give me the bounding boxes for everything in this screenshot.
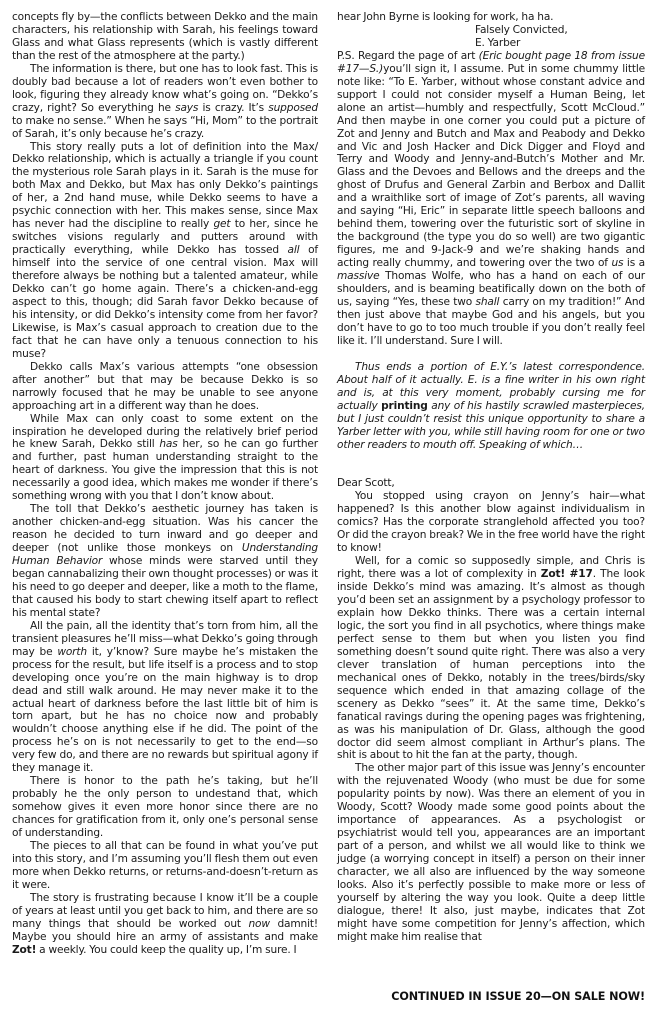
- signature-name: E. Yarber: [475, 36, 521, 49]
- editor-note: (Eric bought page 18 from issue #17—S.): [337, 49, 645, 75]
- text: Thus ends a portion of E.Y.’s latest correspondence. About half of it actually. E. is a fine writer in his own right and is, at this very moment, probably cursing me for actually: [337, 360, 645, 412]
- text: damnit! Maybe you should hire an army of assistants and make: [12, 917, 318, 943]
- text: of himself into the service of one central vision. Max will therefore always be nothing but a talented amateur, while Dekko can’t go home again. There’s a chicken-and-egg aspect to this, though; did Sarah favor Dekko because of his intensity, or did Dekko’s intensity come from her favor? Likewise, is Max’s casual approach to creation due to the fact that he can have only a tenuous connection to his muse?: [12, 244, 318, 360]
- text: her, so he can go further and further, past human understanding straight to the heart of darkness. You give the impression that this is not necessarily a good idea, which makes me wonder if there’s something wrong with you that I don’t know about.: [12, 438, 318, 503]
- paragraph: [12, 503, 318, 620]
- emphasis: shall: [475, 295, 500, 308]
- text: All the pain, all the identity that’s torn from him, all the transient pleasures he’ll miss—what Dekko’s going through may be: [12, 619, 318, 658]
- title-zot: Zot!: [12, 943, 37, 956]
- text: There is honor to the path he’s taking, but he’ll probably he the only person to undestand that, which somehow gives it even more honor since there are no chances for gratification from it, only one’s personal sense of understanding.: [12, 775, 318, 840]
- text: concepts fly by—the conflicts between Dekko and the main characters, his relationship with Sarah, his feelings toward Glass and what Glass represents (which is vastly different than the rest of the atmosphere at the party.): [12, 11, 318, 62]
- text: carry on my tradition!” And then just above that maybe God and his angels, but you don’t have to go to too much trouble if you don’t really feel like it. I’ll understand. Sure I will.: [337, 295, 645, 347]
- text: The other major part of this issue was Jenny’s encounter with the rejuvenated Woody (who must be due for some popularity points by now). Was there an element of you in Woody, Scott? Woody made some good points about the importance of appearances. As a psychologist or psychiatrist would tell you, appearances are an important part of a person, and whilst we all would like to think we judge (a worrying concept in itself) a person on their inner character, we all also are influenced by the way someone looks. Also it’s perfectly possible to make more or less of yourself by altering the way you look. Quite a deep little dialogue, there! It also, just maybe, indicates that Zot might have some competition for Jenny’s affection, which might make him realise that: [337, 762, 645, 943]
- emphasis: supposed: [268, 101, 318, 114]
- postscript: [337, 50, 645, 348]
- text: You stopped using crayon on Jenny’s hair—what happened? Is this another blow against individualism in comics? Has the corporate stranglehold affected you too? Or did the crayon break? We in the free world have the right to know!: [337, 490, 645, 555]
- text: to make no sense.” When he says “Hi, Mom” to the portrait of Sarah, it’s only because he’s crazy.: [12, 114, 318, 140]
- paragraph: [12, 63, 318, 141]
- text: The story is frustrating because I know it’ll be a couple of years at least until you get back to him, and there are so many things that should be worked out: [12, 891, 318, 930]
- text: The information is there, but one has to look fast. This is doubly bad because a lot of readers won’t even bother to look, figuring they already know what’s going on. “Dekko’s crazy, right? So everything he: [12, 62, 318, 114]
- text: Well, for a comic so supposedly simple, and Chris is right, there was a lot of complexity in: [337, 555, 645, 581]
- emphasis: printing: [381, 399, 428, 412]
- text: it, y’know? Sure maybe he’s mistaken the process for the result, but life itself is a process and to stop developing once you’re on the main highway is to drop dead and still walk around. He may never make it to the actual heart of darkness before the last little bit of him is torn apart, but he has no choice now and probably wouldn’t choose anything else if he did. The point of the process he’s on is not necessarily to get to the end—so very few do, and there are no rewards but spiritual agony if they manage it.: [12, 645, 318, 775]
- continued-notice: CONTINUED IN ISSUE 20—ON SALE NOW!: [391, 990, 645, 1003]
- emphasis: get: [213, 218, 231, 231]
- paragraph: [12, 840, 318, 892]
- text: Dekko calls Max’s various attempts “one obsession after another” but that may be because Dekko is so narrowly focused that he may be unable to see anyone approaching art in a different way than he does.: [12, 360, 318, 412]
- text: is crazy. It’s: [198, 101, 269, 114]
- paragraph: [12, 141, 318, 361]
- paragraph: [337, 762, 645, 943]
- salutation: Dear Scott,: [337, 477, 395, 490]
- title-zot: Zot! #17: [540, 568, 593, 581]
- left-column: [12, 11, 318, 957]
- text: Thomas Wolfe, who has a hand on each of our shoulders, and is beaming beatifically down on the both of us, saying “Yes, these two: [337, 270, 645, 308]
- emphasis: says: [175, 101, 199, 114]
- text: This story really puts a lot of definition into the Max/ Dekko relationship, which is actually a triangle if you count the mysterious role Sarah plays in it. Sarah is the muse for both Max and Dekko, but Max has only Dekko’s paintings of her, a 2nd hand muse, while Dekko seems to have a psychic connection with her. This makes sense, since Max has never had the discipline to really: [12, 140, 318, 231]
- emphasis: Understanding Human Behavior: [12, 542, 318, 568]
- editor-response: [337, 361, 645, 452]
- paragraph: [12, 413, 318, 504]
- spacer: [337, 451, 645, 464]
- text: The toll that Dekko’s aesthetic journey has taken is another chicken-and-egg situation. Was his cancer the reason he decided to turn inward and go deeper and deeper (not unlike those monkeys on: [12, 503, 318, 555]
- signature-closing: Falsely Convicted,: [475, 23, 568, 36]
- spacer: [337, 464, 645, 477]
- text: . The look inside Dekko’s mind was amazing. It’s almost as though you’d been set an assignment by a psychology professor to explain how Dekko thinks. There was a certain internal logic, the sort you find in all psychotics, where things make perfect sense to them but when you listen you find something doesn’t sound quite right. There was also a very clever translation of human perceptions into the mechanical ones of Dekko, notably in the trees/birds/sky sequence which ended in that amazing collage of the scenery as Dekko “sees” it. At the same time, Dekko’s fanatical ravings during the opening pages was frightening, as was his manipulation of Dr. Glass, although the good doctor did seem almost compliant in Arthur’s plans. The shit is about to hit the fan at the party, though.: [337, 568, 646, 762]
- text: hear John Byrne is looking for work, ha ha.: [337, 11, 554, 23]
- paragraph: [337, 490, 645, 555]
- paragraph: [12, 620, 318, 775]
- paragraph: [12, 775, 318, 840]
- text: P.S. Regard the page of art: [337, 49, 479, 62]
- paragraph: [12, 361, 318, 413]
- text: any of his hastily scrawled masterpieces, but I just couldn’t resist this unique opportunity to share a Yarber letter with you, while still having room for one or two other readers to mouth off. Speaking of which…: [337, 399, 645, 451]
- emphasis: now: [248, 917, 270, 930]
- emphasis: massive: [337, 270, 380, 283]
- emphasis: us: [611, 257, 624, 270]
- emphasis: all: [287, 244, 300, 257]
- right-column: [337, 11, 645, 944]
- text: to her, since he switches visions regularly and putters around with practically everything, while Dekko has tossed: [12, 218, 319, 257]
- text: you’ll sign it, I assume. Put in some chummy little note like: “To E. Yarber, without whose constant advice and support I could not consider myself a Human Being, let alone an artist—humbly and respectfully, Scott McCloud.” And then maybe in one corner you could put a picture of Zot and Jenny and Butch and Max and Peabody and Dekko and Vic and Josh Hacker and Dick Digger and Floyd and Terry and Woody and Jenny-and-Butch’s Mother and Mr. Glass and the Devoes and Bellows and the dreeps and the ghost of Drufus and General Zarbin and Berbox and Dallit and a wraithlike sort of image of Zot’s parents, all waving and saying “Hi, Eric” in separate little speech balloons and behind them, towering over the futuristic sort of skyline in the background (the type you do so well) are two gigantic figures, me and 9-Jack-9 and we’re shaking hands and acting really chummy, and towering over the two of: [337, 62, 645, 270]
- text: whose minds were starved until they began cannabalizing their own thought processes) or was it his need to go deeper and deeper, like a moth to the flame, that caused his body to start chewing itself apart to reflect his mental state?: [12, 555, 318, 619]
- emphasis: has: [159, 438, 178, 451]
- paragraph: [337, 555, 645, 762]
- emphasis: worth: [57, 645, 87, 658]
- text: The pieces to all that can be found in what you’ve put into this story, and I’m assuming you’ll flesh them out even more when Dekko returns, or returns-and-doesn’t-return as it were.: [12, 840, 318, 891]
- text: is a: [623, 257, 646, 270]
- paragraph: [12, 11, 318, 63]
- text: While Max can only coast to some extent on the inspiration he developed during the relatively brief period he knew Sarah, Dekko still: [12, 412, 318, 451]
- paragraph: [337, 11, 645, 24]
- text: a weekly. You could keep the quality up, I’m sure. I: [36, 943, 297, 956]
- paragraph: [12, 892, 318, 957]
